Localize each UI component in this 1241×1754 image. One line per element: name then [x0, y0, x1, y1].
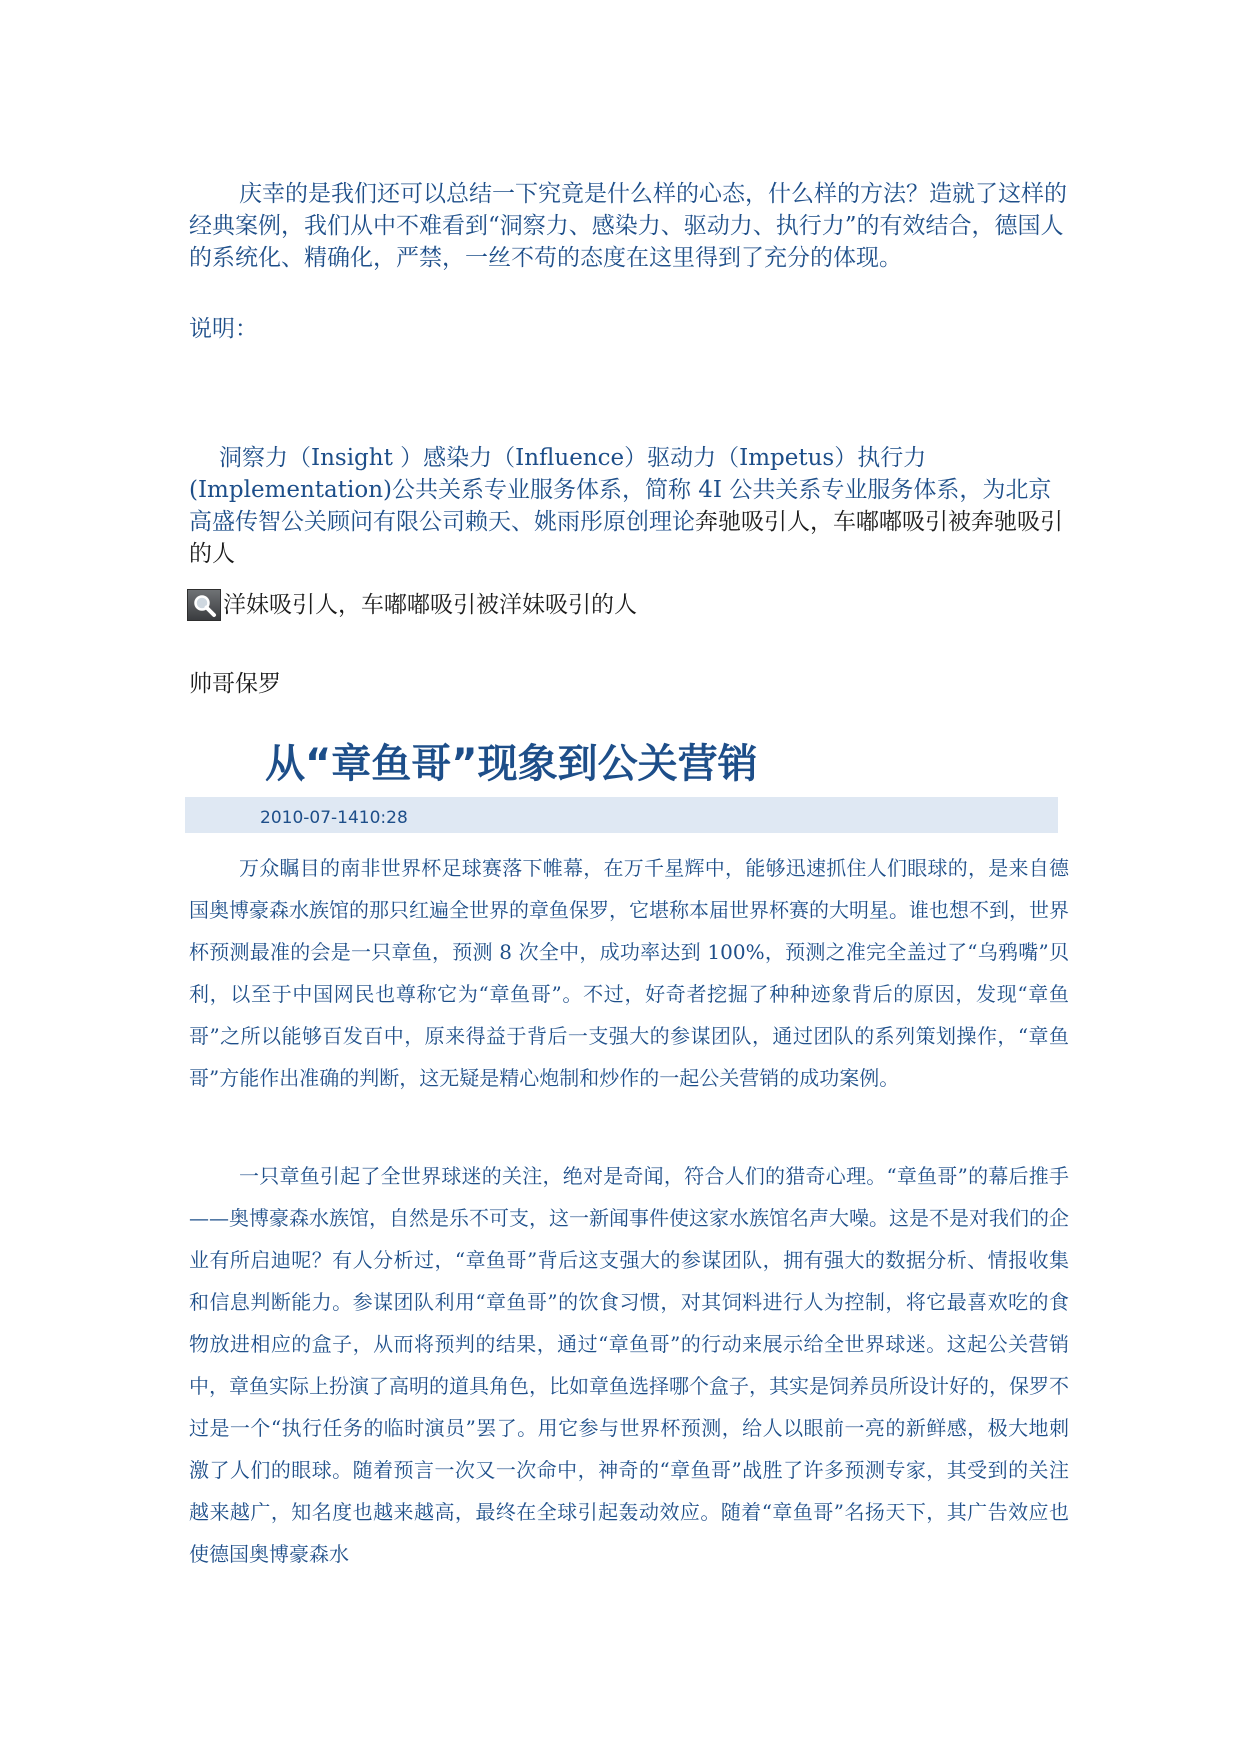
theory-paragraph [189, 442, 1069, 570]
slogan-text: 奔驰吸引人，车嘟嘟吸引被奔驰吸引的人 [189, 509, 1063, 567]
theory-text: 洞察力（Insight ）感染力（Influence）驱动力（Impetus）执行力(Implementation)公共关系专业服务体系，简称 4I 公共关系专业服务体系，为北京高盛传智公关顾问有限公司赖天、姚雨彤原创理论 [189, 445, 1052, 535]
article-title: 从“章鱼哥”现象到公关营销 [265, 741, 758, 787]
explanation-label: 说明： [189, 316, 258, 342]
search-line-text: 洋妹吸引人，车嘟嘟吸引被洋妹吸引的人 [223, 592, 637, 618]
article-date: 2010-07-1410:28 [260, 808, 408, 828]
intro-paragraph: 庆幸的是我们还可以总结一下究竟是什么样的心态，什么样的方法？造就了这样的经典案例，我们从中不难看到“洞察力、感染力、驱动力、执行力”的有效结合，德国人的系统化、精确化，严禁，一丝不苟的态度在这里得到了充分的体现。 [189, 181, 1067, 271]
author-name: 帅哥保罗 [189, 671, 281, 697]
article-paragraph-2: 一只章鱼引起了全世界球迷的关注，绝对是奇闻，符合人们的猎奇心理。“章鱼哥”的幕后推手——奥博豪森水族馆，自然是乐不可支，这一新闻事件使这家水族馆名声大噪。这是不是对我们的企业有所启迪呢？有人分析过，“章鱼哥”背后这支强大的参谋团队，拥有强大的数据分析、情报收集和信息判断能力。参谋团队利用“章鱼哥”的饮食习惯，对其饲料进行人为控制，将它最喜欢吃的食物放进相应的盒子，从而将预判的结果，通过“章鱼哥”的行动来展示给全世界球迷。这起公关营销中，章鱼实际上扮演了高明的道具角色，比如章鱼选择哪个盒子，其实是饲养员所设计好的，保罗不过是一个“执行任务的临时演员”罢了。用它参与世界杯预测，给人以眼前一亮的新鲜感，极大地刺激了人们的眼球。随着预言一次又一次命中，神奇的“章鱼哥”战胜了许多预测专家，其受到的关注越来越广，知名度也越来越高，最终在全球引起轰动效应。随着“章鱼哥”名扬天下，其广告效应也使德国奥博豪森水 [189, 1164, 1069, 1566]
search-icon[interactable] [187, 589, 221, 621]
article-paragraph-1: 万众瞩目的南非世界杯足球赛落下帷幕，在万千星辉中，能够迅速抓住人们眼球的，是来自德国奥博豪森水族馆的那只红遍全世界的章鱼保罗，它堪称本届世界杯赛的大明星。谁也想不到，世界杯预测最准的会是一只章鱼，预测 8 次全中，成功率达到 100%，预测之准完全盖过了“乌鸦嘴”贝利，以至于中国网民也尊称它为“章鱼哥”。不过，好奇者挖掘了种种迹象背后的原因，发现“章鱼哥”之所以能够百发百中，原来得益于背后一支强大的参谋团队，通过团队的系列策划操作，“章鱼哥”方能作出准确的判断，这无疑是精心炮制和炒作的一起公关营销的成功案例。 [189, 856, 1069, 1090]
search-line [187, 588, 1087, 622]
